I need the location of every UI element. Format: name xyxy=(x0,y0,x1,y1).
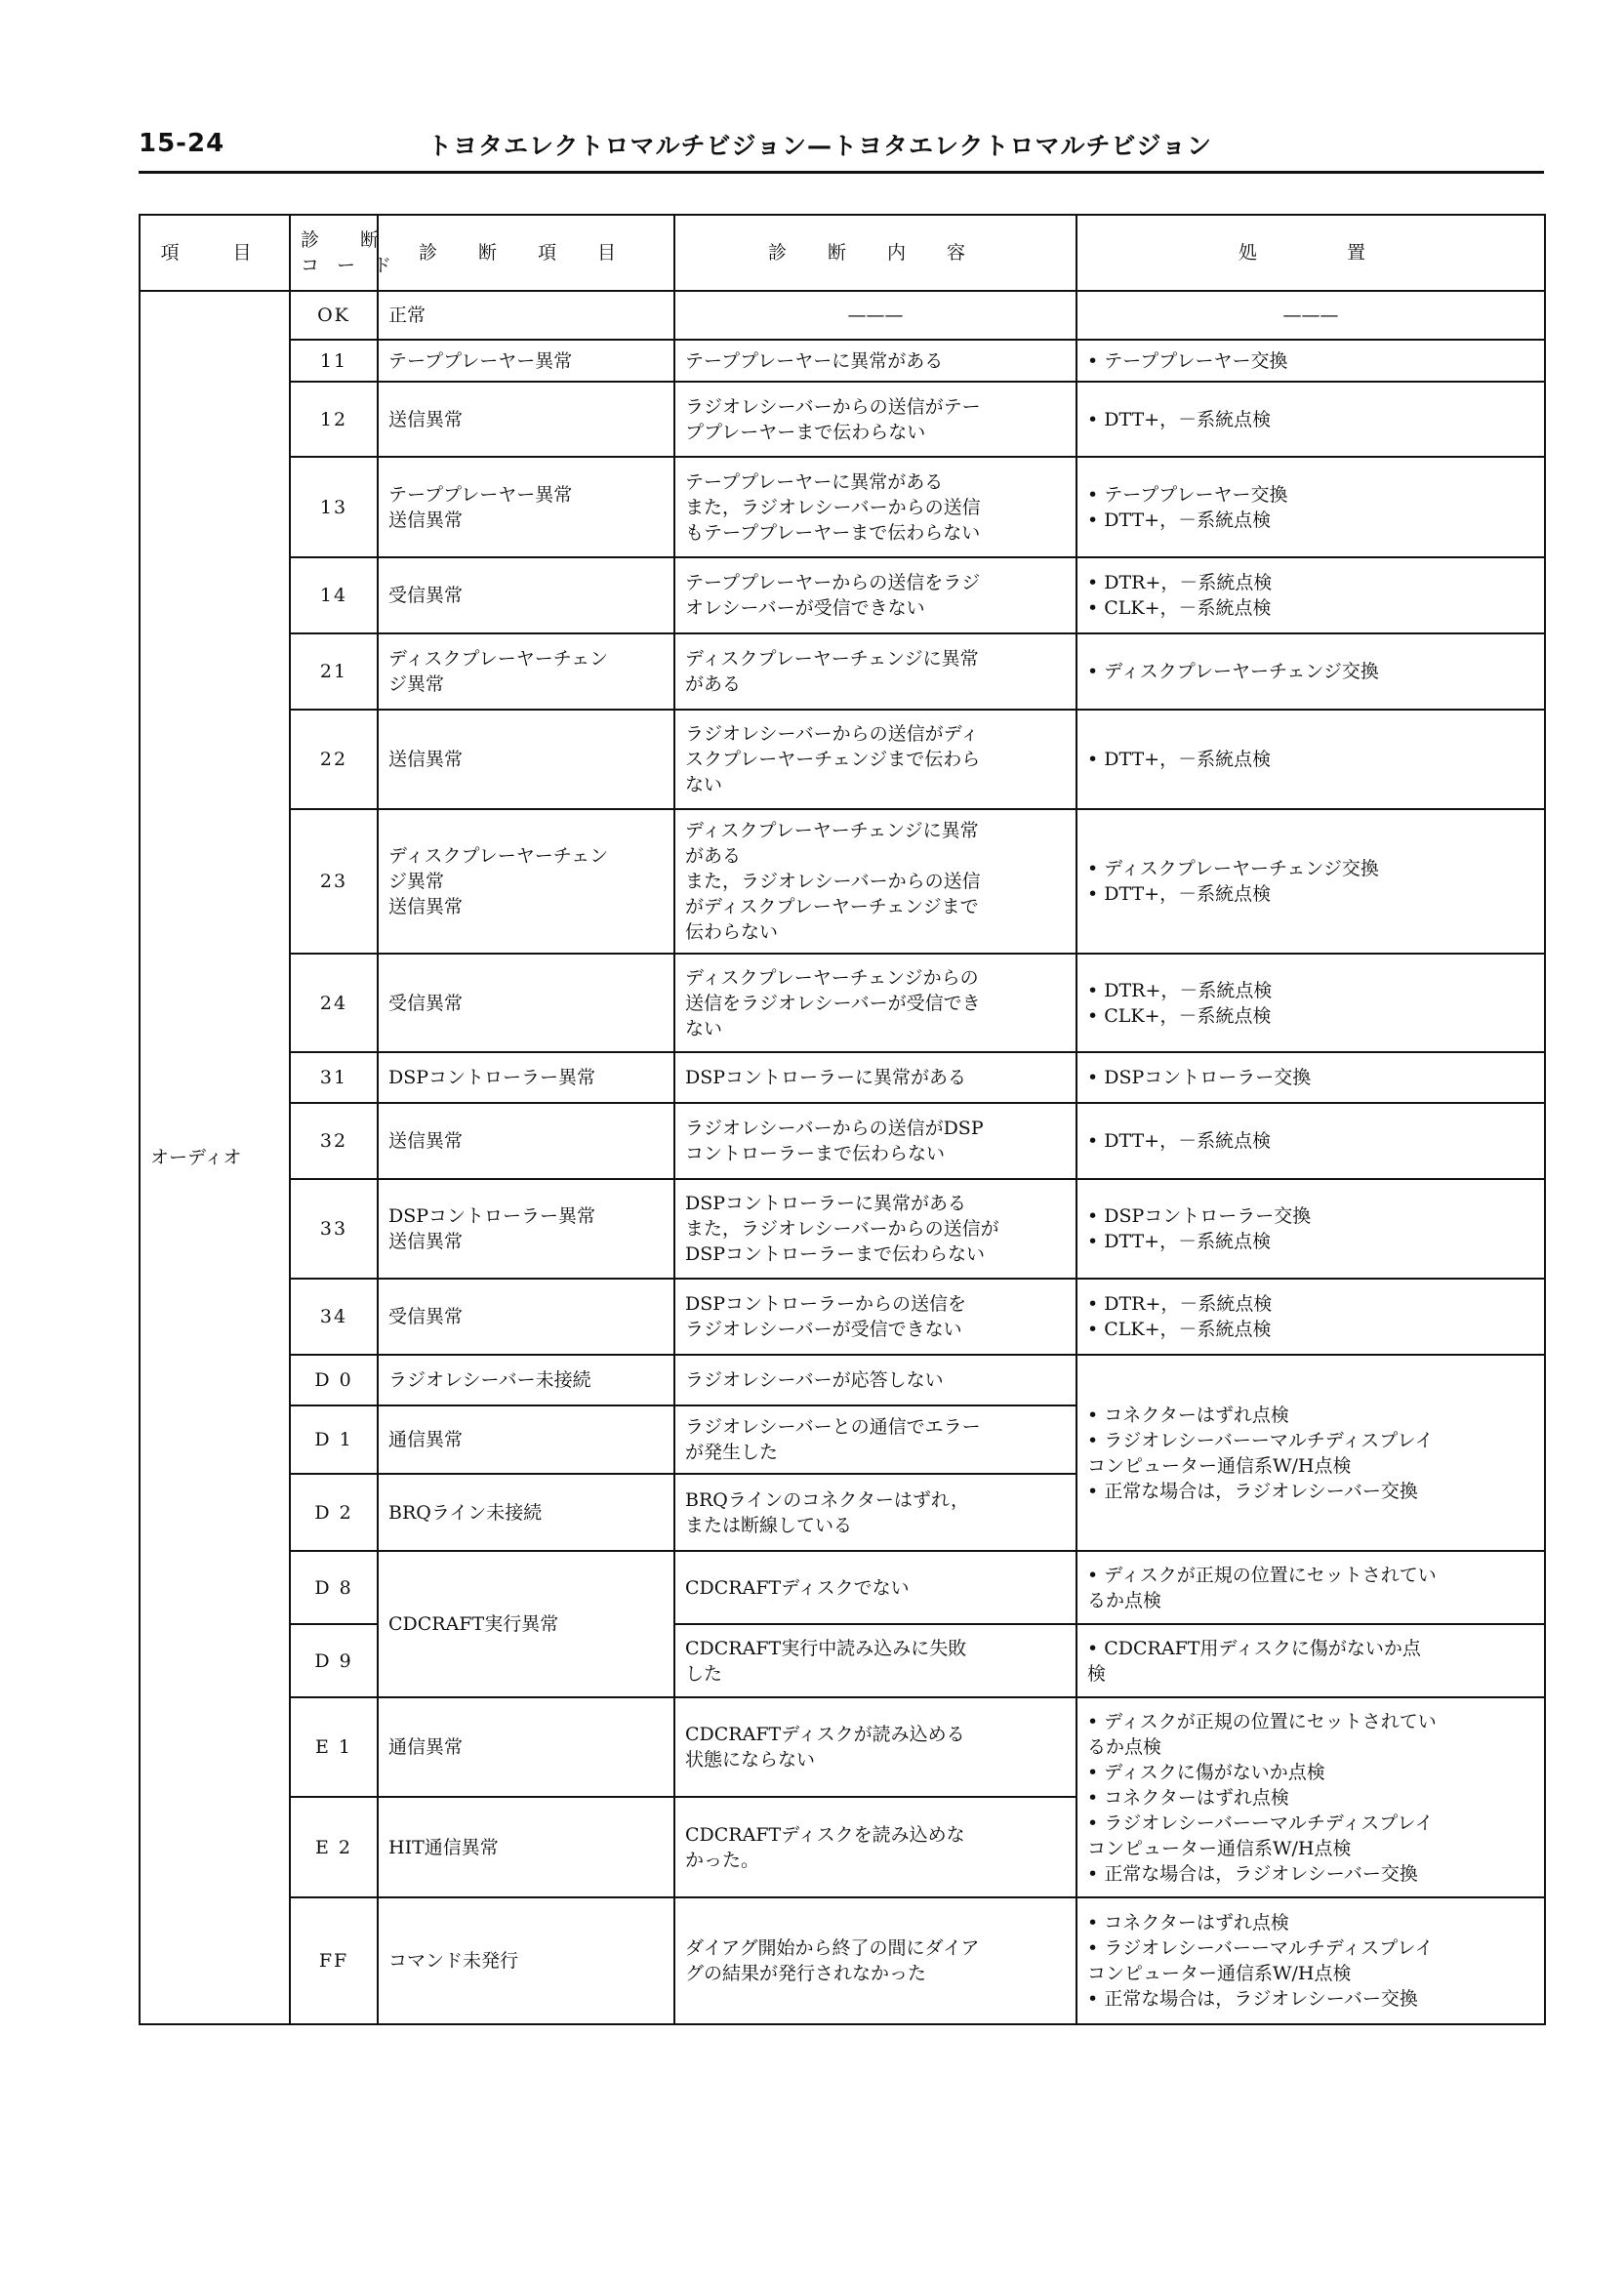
diag-content-line: または断線している xyxy=(685,1514,853,1536)
action-group-d0-d2 xyxy=(1076,1355,1545,1551)
diagnosis-table xyxy=(139,214,1546,2025)
action-cell xyxy=(1076,954,1545,1052)
action-line: • CDCRAFT用ディスクに傷がないか点 xyxy=(1087,1637,1421,1659)
diag-code: 24 xyxy=(290,954,378,1052)
diag-item-line: 送信異常 xyxy=(388,1231,464,1252)
diag-content-line: DSPコントローラーまで伝わらない xyxy=(685,1243,986,1265)
diag-item-line: HIT通信異常 xyxy=(388,1836,499,1858)
diag-item-line: 受信異常 xyxy=(388,992,464,1014)
diag-item-line: コマンド未発行 xyxy=(388,1950,519,1972)
action-line: • CLK+，－系統点検 xyxy=(1087,597,1272,619)
header-action: 処 置 xyxy=(1076,215,1545,291)
diag-content-line: コントローラーまで伝わらない xyxy=(685,1143,946,1164)
diag-content-line: ない xyxy=(685,1017,723,1039)
table-row xyxy=(140,633,1545,710)
diag-item-line: DSPコントローラー異常 xyxy=(388,1067,596,1088)
diag-content-line: ラジオレシーバーからの送信がテー xyxy=(685,395,981,418)
table-row xyxy=(140,1624,1545,1697)
table-body xyxy=(140,291,1545,2024)
table-row xyxy=(140,557,1545,633)
diag-item-line: DSPコントローラー異常 xyxy=(388,1205,596,1227)
diag-code: 12 xyxy=(290,382,378,457)
diag-content xyxy=(674,1897,1076,2024)
page-title: トヨタエレクトロマルチビジョン—トヨタエレクトロマルチビジョン xyxy=(427,132,1213,160)
table-row xyxy=(140,1355,1545,1405)
diag-content-line: がある xyxy=(685,845,742,867)
diag-item xyxy=(378,1052,674,1103)
diag-content xyxy=(674,457,1076,557)
diag-item xyxy=(378,1551,674,1697)
diag-content-line: 伝わらない xyxy=(685,921,779,943)
action-line: • ラジオレシーバーーマルチディスプレイ xyxy=(1087,1429,1434,1451)
table-row xyxy=(140,1052,1545,1103)
diag-content-line: CDCRAFTディスクが読み込める xyxy=(685,1724,965,1745)
diag-item-line: ディスクプレーヤーチェン xyxy=(388,845,609,867)
diag-item xyxy=(378,1103,674,1179)
table-row xyxy=(140,710,1545,809)
table-row xyxy=(140,1103,1545,1179)
action-line: • DTT+，－系統点検 xyxy=(1087,749,1272,770)
action-line: るか点検 xyxy=(1087,1735,1162,1758)
diag-content-line: もテーププレーヤーまで伝わらない xyxy=(685,521,981,544)
diag-item xyxy=(378,1179,674,1279)
diag-item-line: 通信異常 xyxy=(388,1429,464,1450)
diag-item-line: 送信異常 xyxy=(388,509,464,531)
header-code-line1: 診 断 xyxy=(301,229,397,251)
diag-code: 21 xyxy=(290,633,378,710)
diag-content-line: グの結果が発行されなかった xyxy=(685,1963,927,1984)
action-line: • 正常な場合は，ラジオレシーバー交換 xyxy=(1087,1988,1418,2010)
diag-content xyxy=(674,633,1076,710)
diag-item-line: 正常 xyxy=(388,305,426,326)
table-row xyxy=(140,291,1545,340)
action-line: コンピューター通信系W/H点検 xyxy=(1087,1963,1352,1984)
header-code-line2: コード xyxy=(301,255,410,276)
action-line: • ラジオレシーバーーマルチディスプレイ xyxy=(1087,1937,1434,1959)
header-diag-item: 診 断 項 目 xyxy=(378,215,674,291)
diag-item-line: テーププレーヤー異常 xyxy=(388,349,573,372)
diag-content xyxy=(674,1474,1076,1551)
diag-item xyxy=(378,633,674,710)
diag-code: D 8 xyxy=(290,1551,378,1624)
diag-code: 11 xyxy=(290,340,378,382)
diag-content-line: DSPコントローラーからの送信を xyxy=(685,1293,967,1315)
diag-code: D 0 xyxy=(290,1355,378,1405)
diag-content-line: また，ラジオレシーバーからの送信が xyxy=(685,1218,999,1240)
table-row xyxy=(140,1179,1545,1279)
table-row xyxy=(140,457,1545,557)
action-line: コンピューター通信系W/H点検 xyxy=(1087,1454,1352,1477)
diag-content-line: 状態にならない xyxy=(685,1749,816,1771)
diag-content-line: ラジオレシーバーとの通信でエラー xyxy=(685,1416,981,1438)
diag-content-line: した xyxy=(685,1662,723,1685)
table-header-row xyxy=(140,215,1545,291)
diag-content xyxy=(674,1052,1076,1103)
diag-content xyxy=(674,809,1076,954)
diag-item xyxy=(378,340,674,382)
action-line: • テーププレーヤー交換 xyxy=(1087,349,1288,372)
diag-item-line: CDCRAFT実行異常 xyxy=(388,1613,559,1635)
header-rule xyxy=(139,171,1544,174)
table-row xyxy=(140,382,1545,457)
diag-item-line: ジ異常 xyxy=(388,673,445,695)
diag-item xyxy=(378,1405,674,1474)
diag-content-line: ラジオレシーバーからの送信がDSP xyxy=(685,1118,984,1139)
table-row xyxy=(140,1551,1545,1624)
action-line: • DTT+，－系統点検 xyxy=(1087,1130,1272,1152)
diag-content-line: がある xyxy=(685,673,742,695)
diag-content-line: ない xyxy=(685,774,723,795)
diag-content xyxy=(674,1624,1076,1697)
page-number: 15-24 xyxy=(139,129,225,158)
diag-item xyxy=(378,809,674,954)
action-cell xyxy=(1076,1897,1545,2024)
diag-content xyxy=(674,557,1076,633)
diag-content xyxy=(674,1355,1076,1405)
table-row xyxy=(140,954,1545,1052)
action-line: • コネクターはずれ点検 xyxy=(1087,1404,1289,1426)
action-cell xyxy=(1076,710,1545,809)
diag-content xyxy=(674,1179,1076,1279)
diag-code: E 2 xyxy=(290,1797,378,1897)
diag-item xyxy=(378,1474,674,1551)
action-line: • DTT+，－系統点検 xyxy=(1087,408,1272,430)
diag-content-line: ディスクプレーヤーチェンジに異常 xyxy=(685,820,979,841)
action-line: • ディスクが正規の位置にセットされてい xyxy=(1087,1564,1437,1586)
diag-code: FF xyxy=(290,1897,378,2024)
diag-code: 14 xyxy=(290,557,378,633)
action-line: 検 xyxy=(1087,1662,1107,1685)
diag-content-line: CDCRAFT実行中読み込みに失敗 xyxy=(685,1637,967,1659)
diag-item-line: 送信異常 xyxy=(388,408,464,430)
diag-item-line: 送信異常 xyxy=(388,896,464,917)
action-group-e1-e2 xyxy=(1076,1697,1545,1897)
action-cell xyxy=(1076,340,1545,382)
diag-content-line: テーププレーヤーからの送信をラジ xyxy=(685,572,981,593)
diag-code: E 1 xyxy=(290,1697,378,1797)
diag-item-line: BRQライン未接続 xyxy=(388,1501,543,1524)
action-line: • DTR+，－系統点検 xyxy=(1087,572,1273,593)
diag-content-line: が発生した xyxy=(685,1442,779,1463)
action-cell xyxy=(1076,1279,1545,1355)
diag-content xyxy=(674,1103,1076,1179)
diag-item-line: 送信異常 xyxy=(388,1130,464,1152)
action-line: • コネクターはずれ点検 xyxy=(1087,1786,1289,1809)
diag-content xyxy=(674,1405,1076,1474)
diag-content-line: テーププレーヤーに異常がある xyxy=(685,349,944,372)
diag-content-line: CDCRAFTディスクでない xyxy=(685,1576,910,1599)
action-cell xyxy=(1076,382,1545,457)
diag-item xyxy=(378,457,674,557)
diag-content-line: BRQラインのコネクターはずれ， xyxy=(685,1488,970,1511)
diag-code: OK xyxy=(290,291,378,340)
table-row xyxy=(140,1697,1545,1797)
diag-content xyxy=(674,1697,1076,1797)
table-row xyxy=(140,809,1545,954)
action-line: • 正常な場合は，ラジオレシーバー交換 xyxy=(1087,1862,1418,1885)
action-line: • DTR+，－系統点検 xyxy=(1087,1293,1273,1315)
diag-content xyxy=(674,954,1076,1052)
diag-item-line: テーププレーヤー異常 xyxy=(388,483,573,506)
diag-code: D 1 xyxy=(290,1405,378,1474)
diag-content xyxy=(674,340,1076,382)
action-line: • ディスクが正規の位置にセットされてい xyxy=(1087,1710,1437,1732)
action-line: コンピューター通信系W/H点検 xyxy=(1087,1837,1352,1859)
diag-code: D 2 xyxy=(290,1474,378,1551)
diag-item-line: ディスクプレーヤーチェン xyxy=(388,648,609,670)
diag-content-line: ディスクプレーヤーチェンジからの xyxy=(685,966,979,989)
diag-content-line: かった。 xyxy=(685,1849,760,1871)
diag-item-line: 送信異常 xyxy=(388,749,464,770)
diag-content-line: ディスクプレーヤーチェンジに異常 xyxy=(685,648,979,670)
diag-content-line: テーププレーヤーに異常がある xyxy=(685,470,944,493)
diag-content-line: また，ラジオレシーバーからの送信 xyxy=(685,496,981,518)
action-line: • DTT+，－系統点検 xyxy=(1087,883,1272,905)
header-diag-content: 診 断 内 容 xyxy=(674,215,1076,291)
action-cell xyxy=(1076,1052,1545,1103)
action-line: • DTR+，－系統点検 xyxy=(1087,979,1273,1001)
diag-content-line: ラジオレシーバーからの送信がディ xyxy=(685,723,980,745)
action-line: • テーププレーヤー交換 xyxy=(1087,483,1288,506)
diag-code: 32 xyxy=(290,1103,378,1179)
diag-item-line: 通信異常 xyxy=(388,1736,464,1758)
action-dash: ——— xyxy=(1076,291,1545,340)
diag-content-line: 送信をラジオレシーバーが受信でき xyxy=(685,992,981,1014)
diag-item xyxy=(378,1897,674,2024)
action-line: • DSPコントローラー交換 xyxy=(1087,1067,1312,1088)
diag-content-line: ププレーヤーまで伝わらない xyxy=(685,421,926,443)
action-cell xyxy=(1076,1179,1545,1279)
diag-item-line: ラジオレシーバー未接続 xyxy=(388,1369,591,1391)
diag-code: 34 xyxy=(290,1279,378,1355)
table-row xyxy=(140,1897,1545,2024)
action-cell xyxy=(1076,557,1545,633)
action-line: • DTT+，－系統点検 xyxy=(1087,1231,1272,1252)
diag-content xyxy=(674,710,1076,809)
diag-content-line: ラジオレシーバーが受信できない xyxy=(685,1319,962,1340)
diag-item-line: 受信異常 xyxy=(388,585,464,606)
diag-item-line: ジ異常 xyxy=(388,871,445,892)
diag-code: 23 xyxy=(290,809,378,954)
action-line: • DTT+，－系統点検 xyxy=(1087,509,1272,531)
category-cell: オーディオ xyxy=(140,291,290,2024)
diag-content-line: DSPコントローラーに異常がある xyxy=(685,1067,967,1088)
diag-content-line: スクプレーヤーチェンジまで伝わら xyxy=(685,749,981,770)
diag-item xyxy=(378,557,674,633)
action-line: • ディスクプレーヤーチェンジ交換 xyxy=(1087,858,1379,879)
diag-content xyxy=(674,1551,1076,1624)
action-cell xyxy=(1076,633,1545,710)
header-code xyxy=(290,215,410,291)
diag-code: 13 xyxy=(290,457,378,557)
diag-item xyxy=(378,382,674,457)
diag-content xyxy=(674,382,1076,457)
diag-content xyxy=(674,1797,1076,1897)
diag-code: D 9 xyxy=(290,1624,378,1697)
diag-item xyxy=(378,1279,674,1355)
diag-item xyxy=(378,1697,674,1797)
diag-item xyxy=(378,291,674,340)
diag-content-line: ダイアグ開始から終了の間にダイア xyxy=(685,1937,980,1959)
page-header xyxy=(139,125,1544,170)
action-line: • ラジオレシーバーーマルチディスプレイ xyxy=(1087,1812,1434,1834)
diag-item xyxy=(378,954,674,1052)
action-line: • コネクターはずれ点検 xyxy=(1087,1912,1289,1934)
action-cell xyxy=(1076,809,1545,954)
action-line: • CLK+，－系統点検 xyxy=(1087,1319,1272,1340)
diag-content-line: がディスクプレーヤーチェンジまで xyxy=(685,896,979,917)
table-row xyxy=(140,1279,1545,1355)
header-item: 項 目 xyxy=(140,215,290,291)
action-cell xyxy=(1076,1551,1545,1624)
diag-item xyxy=(378,1797,674,1897)
diag-item-line: 受信異常 xyxy=(388,1306,464,1327)
action-line: • CLK+，－系統点検 xyxy=(1087,1004,1272,1027)
table-row xyxy=(140,340,1545,382)
diag-code: 33 xyxy=(290,1179,378,1279)
diag-content-line: オレシーバーが受信できない xyxy=(685,597,925,619)
action-cell xyxy=(1076,457,1545,557)
action-line: • 正常な場合は，ラジオレシーバー交換 xyxy=(1087,1480,1418,1502)
diag-content-line: また，ラジオレシーバーからの送信 xyxy=(685,871,981,892)
diag-content-dash: ——— xyxy=(674,291,1076,340)
action-line: るか点検 xyxy=(1087,1589,1162,1611)
diag-content xyxy=(674,1279,1076,1355)
action-cell xyxy=(1076,1624,1545,1697)
diag-code: 31 xyxy=(290,1052,378,1103)
action-line: • ディスクに傷がないか点検 xyxy=(1087,1761,1325,1783)
diag-item xyxy=(378,1355,674,1405)
action-line: • ディスクプレーヤーチェンジ交換 xyxy=(1087,661,1379,682)
diag-content-line: DSPコントローラーに異常がある xyxy=(685,1193,967,1214)
diag-content-line: CDCRAFTディスクを読み込めな xyxy=(685,1823,965,1846)
diag-item xyxy=(378,710,674,809)
diag-content-line: ラジオレシーバーが応答しない xyxy=(685,1369,944,1391)
diag-code: 22 xyxy=(290,710,378,809)
action-line: • DSPコントローラー交換 xyxy=(1087,1205,1312,1227)
action-cell xyxy=(1076,1103,1545,1179)
